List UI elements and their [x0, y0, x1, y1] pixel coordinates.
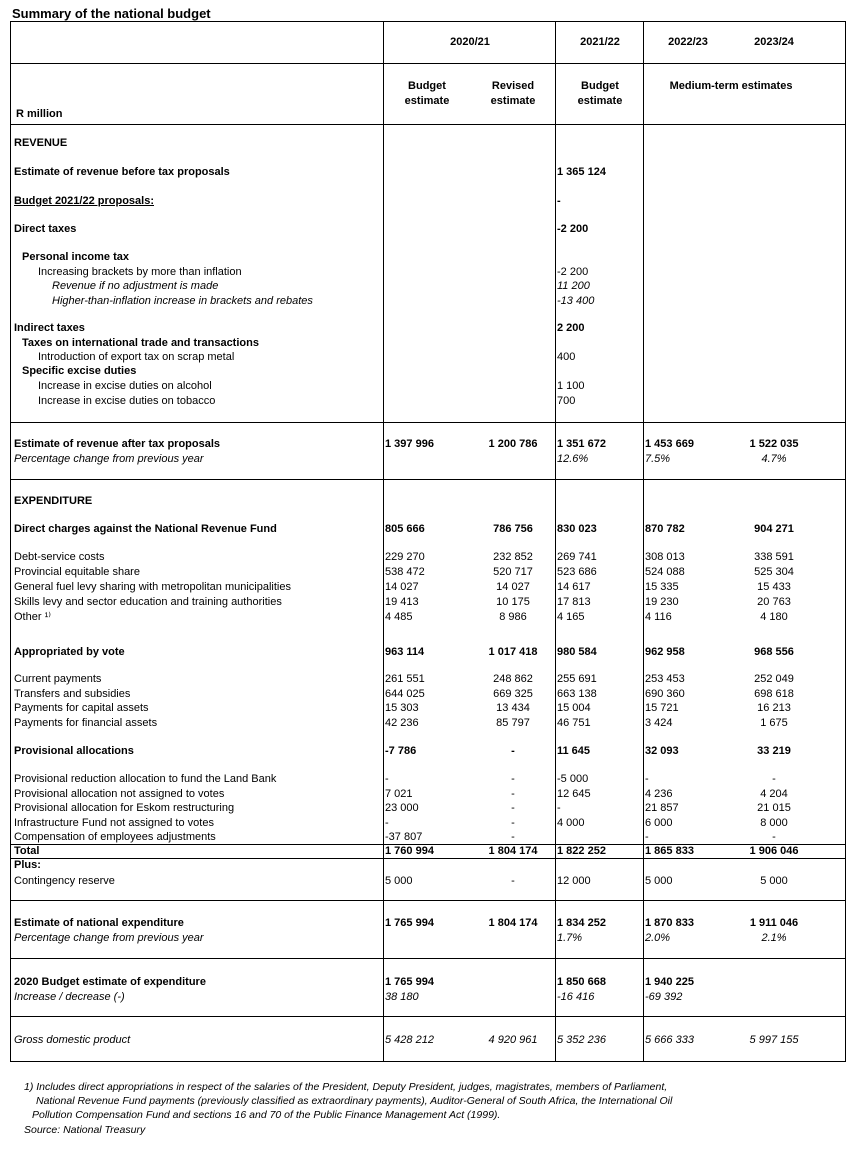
cell-value: 520 717	[493, 566, 533, 578]
cell-value: 308 013	[645, 551, 685, 563]
cell-value: 5 000	[385, 875, 413, 887]
cell-value: 1 675	[760, 717, 788, 729]
cell-value: 21 015	[757, 802, 791, 814]
column-header-budget-estimate: estimate	[577, 95, 623, 107]
row-label: Current payments	[14, 673, 102, 685]
footnote: National Revenue Fund payments (previously classified as extraordinary payments), Auditor-General of South Africa, the International Oil	[36, 1095, 673, 1107]
cell-value: 1 834 252	[557, 917, 606, 929]
cell-value: 229 270	[385, 551, 425, 563]
cell-value: 20 763	[757, 596, 791, 608]
page-title: Summary of the national budget	[12, 6, 211, 21]
cell-value: 1 865 833	[645, 845, 694, 857]
cell-value: 1 822 252	[557, 845, 606, 857]
cell-value: 1 365 124	[557, 166, 606, 178]
cell-value: -	[511, 802, 515, 814]
cell-value: 523 686	[557, 566, 597, 578]
column-header-revised-estimate: estimate	[490, 95, 536, 107]
row-label: Direct taxes	[14, 223, 77, 235]
section-border	[10, 1016, 846, 1017]
column-divider	[383, 21, 384, 1062]
cell-value: 830 023	[557, 523, 597, 535]
cell-value: -13 400	[557, 295, 595, 307]
cell-value: 23 000	[385, 802, 419, 814]
header-border	[10, 63, 846, 64]
cell-value: 7 021	[385, 788, 413, 800]
cell-value: -	[385, 773, 389, 785]
row-label: Increase in excise duties on tobacco	[38, 395, 216, 407]
cell-value: 42 236	[385, 717, 419, 729]
cell-value: 1 850 668	[557, 976, 606, 988]
cell-value: 1 940 225	[645, 976, 694, 988]
cell-value: 255 691	[557, 673, 597, 685]
cell-value: 1 804 174	[488, 917, 538, 929]
cell-value: 4 165	[557, 611, 585, 623]
section-border	[10, 900, 846, 901]
table-top-border	[10, 21, 846, 22]
row-label: Higher-than-inflation increase in brackets and rebates	[52, 295, 313, 307]
row-label: Appropriated by vote	[14, 646, 125, 658]
cell-value: 1 522 035	[749, 438, 799, 450]
row-label: Increase / decrease (-)	[14, 991, 125, 1003]
row-label: Percentage change from previous year	[14, 932, 204, 944]
row-label: Contingency reserve	[14, 875, 115, 887]
row-label: Debt-service costs	[14, 551, 105, 563]
cell-value: 21 857	[645, 802, 679, 814]
cell-value: 1 804 174	[488, 845, 538, 857]
cell-value: -	[511, 817, 515, 829]
cell-value: 690 360	[645, 688, 685, 700]
cell-value: 4 000	[557, 817, 585, 829]
cell-value: 85 797	[496, 717, 530, 729]
row-label: Skills levy and sector education and training authorities	[14, 596, 282, 608]
cell-value: 700	[557, 395, 576, 407]
cell-value: -	[385, 817, 389, 829]
row-label: 2020 Budget estimate of expenditure	[14, 976, 206, 988]
cell-value: 400	[557, 351, 576, 363]
cell-value: 19 413	[385, 596, 419, 608]
cell-value: 11 645	[557, 745, 591, 757]
cell-value: 5 666 333	[645, 1034, 694, 1046]
row-label: Direct charges against the National Revenue Fund	[14, 523, 277, 535]
cell-value: 1 453 669	[645, 438, 694, 450]
cell-value: 10 175	[496, 596, 530, 608]
cell-value: 644 025	[385, 688, 425, 700]
cell-value: 963 114	[385, 646, 425, 658]
row-label: Infrastructure Fund not assigned to votes	[14, 817, 214, 829]
row-label: Budget 2021/22 proposals:	[14, 195, 154, 207]
cell-value: 2 200	[557, 322, 585, 334]
cell-value: 12 000	[557, 875, 591, 887]
cell-value: 252 049	[754, 673, 794, 685]
cell-value: 19 230	[645, 596, 679, 608]
cell-value: 4 204	[760, 788, 788, 800]
cell-value: 1 765 994	[385, 917, 434, 929]
cell-value: -69 392	[645, 991, 683, 1003]
column-header-year: 2020/21	[450, 36, 490, 48]
row-label: Other ¹⁾	[14, 611, 51, 623]
cell-value: -	[557, 195, 561, 207]
cell-value: 1 765 994	[385, 976, 434, 988]
column-header-medium-term: Medium-term estimates	[669, 80, 793, 92]
row-label: Provisional allocations	[14, 745, 134, 757]
cell-value: 5 000	[760, 875, 788, 887]
cell-value: -	[645, 773, 649, 785]
column-header-budget-estimate: estimate	[404, 95, 450, 107]
cell-value: 1 017 418	[488, 646, 538, 658]
cell-value: 5 000	[645, 875, 673, 887]
cell-value: 15 335	[645, 581, 679, 593]
cell-value: 14 617	[557, 581, 591, 593]
cell-value: 38 180	[385, 991, 419, 1003]
total-bottom-border	[10, 858, 846, 859]
cell-value: 6 000	[645, 817, 673, 829]
row-label: Introduction of export tax on scrap metal	[38, 351, 235, 363]
cell-value: 17 813	[557, 596, 591, 608]
row-label: Provisional reduction allocation to fund the Land Bank	[14, 773, 277, 785]
cell-value: 1 911 046	[749, 917, 799, 929]
column-header-year: 2021/22	[580, 36, 620, 48]
cell-value: -	[511, 831, 515, 843]
row-label: Payments for financial assets	[14, 717, 158, 729]
cell-value: 1 351 672	[557, 438, 606, 450]
cell-value: 663 138	[557, 688, 597, 700]
footnote: Pollution Compensation Fund and sections 16 and 70 of the Public Finance Management Act (1999).	[32, 1109, 501, 1121]
footnote: 1) Includes direct appropriations in respect of the salaries of the President, Deputy President, judges, magistrates, members of Parliament,	[24, 1081, 668, 1093]
column-divider	[555, 21, 556, 1062]
cell-value: 5 997 155	[749, 1034, 799, 1046]
cell-value: 4 116	[645, 611, 672, 623]
cell-value: 8 986	[499, 611, 527, 623]
row-label: Provincial equitable share	[14, 566, 140, 578]
cell-value: -	[645, 831, 649, 843]
cell-value: 786 756	[493, 523, 533, 535]
row-label: Estimate of national expenditure	[14, 917, 184, 929]
cell-value: 1 200 786	[488, 438, 538, 450]
row-label: Indirect taxes	[14, 322, 85, 334]
cell-value: 980 584	[557, 646, 597, 658]
cell-value: 46 751	[557, 717, 591, 729]
row-label: REVENUE	[14, 137, 68, 149]
column-header-year: 2023/24	[754, 36, 794, 48]
cell-value: -	[772, 773, 776, 785]
row-label: Specific excise duties	[22, 365, 137, 377]
row-label: Increase in excise duties on alcohol	[38, 380, 212, 392]
cell-value: 14 027	[496, 581, 530, 593]
row-label: Estimate of revenue after tax proposals	[14, 438, 221, 450]
cell-value: 1.7%	[557, 932, 583, 944]
section-border	[10, 958, 846, 959]
row-label: EXPENDITURE	[14, 495, 93, 507]
cell-value: 1 760 994	[385, 845, 434, 857]
cell-value: 4 236	[645, 788, 673, 800]
cell-value: 5 352 236	[557, 1034, 606, 1046]
cell-value: 11 200	[557, 280, 590, 292]
cell-value: 232 852	[493, 551, 533, 563]
column-header-year: 2022/23	[668, 36, 708, 48]
cell-value: 3 424	[645, 717, 673, 729]
table-right-border	[845, 21, 846, 1062]
row-label: Increasing brackets by more than inflation	[38, 266, 242, 278]
cell-value: -	[511, 875, 515, 887]
section-border	[10, 479, 846, 480]
cell-value: 7.5%	[645, 453, 671, 465]
cell-value: 4.7%	[761, 453, 787, 465]
cell-value: -16 416	[557, 991, 595, 1003]
cell-value: 16 213	[757, 702, 791, 714]
cell-value: 14 027	[385, 581, 419, 593]
cell-value: 962 958	[645, 646, 685, 658]
cell-value: 1 906 046	[749, 845, 799, 857]
cell-value: 33 219	[757, 745, 791, 757]
column-divider	[643, 21, 644, 1062]
cell-value: -7 786	[385, 745, 417, 757]
row-label: Compensation of employees adjustments	[14, 831, 216, 843]
section-border	[10, 422, 846, 423]
column-header-budget-estimate: Budget	[408, 80, 446, 92]
cell-value: 870 782	[645, 523, 685, 535]
cell-value: 15 004	[557, 702, 591, 714]
cell-value: 2.0%	[645, 932, 671, 944]
cell-value: 4 920 961	[488, 1034, 538, 1046]
table-bottom-border	[10, 1061, 846, 1062]
cell-value: 12.6%	[557, 453, 589, 465]
cell-value: -2 200	[557, 266, 589, 278]
cell-value: 248 862	[493, 673, 533, 685]
cell-value: 2.1%	[761, 932, 787, 944]
column-header-revised-estimate: Revised	[491, 80, 535, 92]
cell-value: 4 180	[760, 611, 788, 623]
cell-value: 269 741	[557, 551, 597, 563]
row-label: Estimate of revenue before tax proposals	[14, 166, 230, 178]
cell-value: 698 618	[754, 688, 794, 700]
cell-value: 1 870 833	[645, 917, 694, 929]
cell-value: 15 433	[757, 581, 791, 593]
cell-value: 968 556	[754, 646, 794, 658]
cell-value: -	[511, 745, 515, 757]
cell-value: 1 100	[557, 380, 585, 392]
cell-value: 338 591	[754, 551, 794, 563]
cell-value: 1 397 996	[385, 438, 434, 450]
source-note: Source: National Treasury	[24, 1124, 146, 1136]
row-label: Provisional allocation for Eskom restructuring	[14, 802, 235, 814]
row-label: Total	[14, 845, 40, 857]
cell-value: 669 325	[493, 688, 533, 700]
cell-value: 538 472	[385, 566, 425, 578]
cell-value: 15 721	[645, 702, 679, 714]
cell-value: -37 807	[385, 831, 423, 843]
cell-value: -	[511, 788, 515, 800]
table-left-border	[10, 21, 11, 1062]
cell-value: 5 428 212	[385, 1034, 434, 1046]
cell-value: -	[511, 773, 515, 785]
row-label: Provisional allocation not assigned to votes	[14, 788, 225, 800]
cell-value: 4 485	[385, 611, 413, 623]
row-label: Payments for capital assets	[14, 702, 149, 714]
row-label: Revenue if no adjustment is made	[52, 280, 219, 292]
row-label: Percentage change from previous year	[14, 453, 204, 465]
cell-value: 12 645	[557, 788, 591, 800]
row-label: Taxes on international trade and transactions	[22, 337, 259, 349]
cell-value: 32 093	[645, 745, 679, 757]
cell-value: 904 271	[754, 523, 794, 535]
cell-value: 15 303	[385, 702, 419, 714]
row-label: Personal income tax	[22, 251, 129, 263]
cell-value: 524 088	[645, 566, 685, 578]
cell-value: 8 000	[760, 817, 788, 829]
row-label: Gross domestic product	[14, 1034, 131, 1046]
header-border	[10, 124, 846, 125]
cell-value: 253 453	[645, 673, 685, 685]
cell-value: 525 304	[754, 566, 794, 578]
cell-value: -	[557, 802, 561, 814]
column-header-budget-estimate: Budget	[581, 80, 619, 92]
unit-label: R million	[16, 108, 63, 120]
cell-value: 13 434	[496, 702, 530, 714]
cell-value: 261 551	[385, 673, 425, 685]
row-label: General fuel levy sharing with metropolitan municipalities	[14, 581, 291, 593]
cell-value: 805 666	[385, 523, 425, 535]
row-label: Transfers and subsidies	[14, 688, 131, 700]
cell-value: -2 200	[557, 223, 589, 235]
row-label: Plus:	[14, 859, 41, 871]
cell-value: -	[772, 831, 776, 843]
cell-value: -5 000	[557, 773, 589, 785]
